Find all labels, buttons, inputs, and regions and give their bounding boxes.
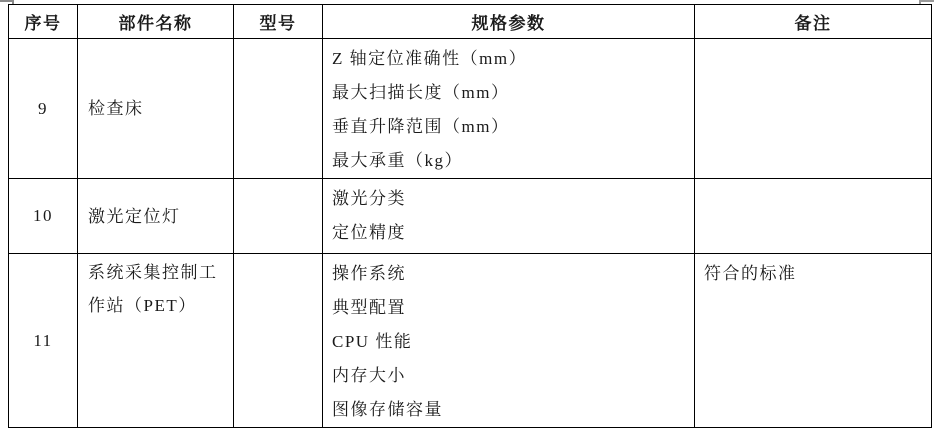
spec-line: 典型配置	[332, 298, 406, 317]
model-cell	[234, 39, 323, 179]
spec-cell	[323, 39, 695, 179]
remark-cell	[695, 179, 932, 254]
remark-cell: 符合的标准	[695, 254, 932, 428]
spec-line: CPU 性能	[332, 332, 413, 351]
spec-line: 激光分类	[332, 189, 406, 208]
spec-line: 内存大小	[332, 366, 406, 385]
spec-line: 操作系统	[332, 264, 406, 283]
equipment-spec-table	[8, 4, 932, 428]
spec-cell	[323, 179, 695, 254]
spec-line: 垂直升降范围（mm）	[332, 117, 510, 136]
spec-line: 最大承重（kg）	[332, 151, 463, 170]
part-name: 检查床	[78, 39, 234, 179]
row-number: 10	[9, 179, 78, 254]
spec-line: Z 轴定位准确性（mm）	[332, 49, 528, 68]
part-name: 系统采集控制工作站（PET）	[78, 254, 234, 428]
model-cell	[234, 254, 323, 428]
spec-line: 最大扫描长度（mm）	[332, 83, 510, 102]
table-row	[9, 39, 932, 179]
spec-line: 定位精度	[332, 223, 406, 242]
header-row	[9, 5, 932, 39]
header-序号: 序号	[9, 5, 78, 39]
row-number: 11	[9, 254, 78, 428]
header-备注: 备注	[695, 5, 932, 39]
spec-cell	[323, 254, 695, 428]
table-row	[9, 254, 932, 428]
header-部件名称: 部件名称	[78, 5, 234, 39]
spec-line: 图像存储容量	[332, 400, 443, 419]
header-型号: 型号	[234, 5, 323, 39]
remark-cell	[695, 39, 932, 179]
header-规格参数: 规格参数	[323, 5, 695, 39]
table-row	[9, 179, 932, 254]
part-name: 激光定位灯	[78, 179, 234, 254]
row-number: 9	[9, 39, 78, 179]
model-cell	[234, 179, 323, 254]
